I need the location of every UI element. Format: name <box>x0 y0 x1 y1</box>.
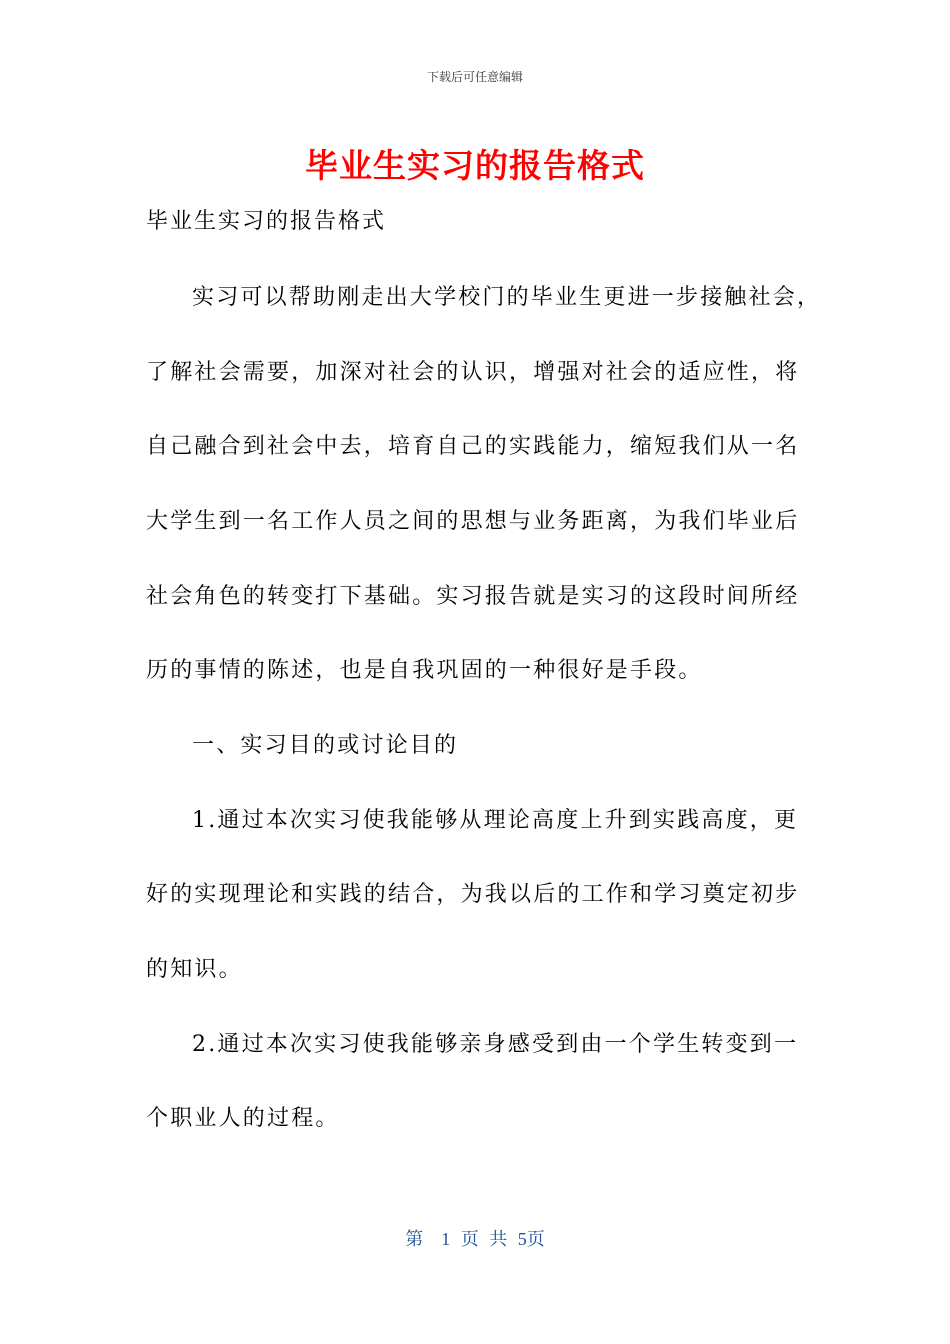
page-number-footer: 第 1 页 共 5页 <box>405 1229 545 1249</box>
paragraph-line: 实习可以帮助刚走出大学校门的毕业生更进一步接触社会， <box>192 285 822 310</box>
paragraph-line: 的知识。 <box>146 957 243 982</box>
paragraph-line: 2.通过本次实习使我能够亲身感受到由一个学生转变到一 <box>192 1032 799 1057</box>
header-note: 下载后可任意编辑 <box>426 70 523 84</box>
paragraph-line: 了解社会需要，加深对社会的认识，增强对社会的适应性，将 <box>146 360 800 385</box>
section-heading: 一、实习目的或讨论目的 <box>192 733 459 758</box>
paragraph-line: 好的实现理论和实践的结合，为我以后的工作和学习奠定初步 <box>146 882 800 907</box>
paragraph-line: 个职业人的过程。 <box>146 1106 340 1131</box>
paragraph-line: 自己融合到社会中去，培育自己的实践能力，缩短我们从一名 <box>146 434 800 459</box>
paragraph-line: 大学生到一名工作人员之间的思想与业务距离，为我们毕业后 <box>146 509 800 534</box>
document-subtitle: 毕业生实习的报告格式 <box>146 209 387 234</box>
paragraph-line: 历的事情的陈述，也是自我巩固的一种很好是手段。 <box>146 658 703 683</box>
document-title: 毕业生实习的报告格式 <box>305 146 645 185</box>
paragraph-line: 社会角色的转变打下基础。实习报告就是实习的这段时间所经 <box>146 584 800 609</box>
paragraph-line: 1.通过本次实习使我能够从理论高度上升到实践高度，更 <box>192 808 799 833</box>
